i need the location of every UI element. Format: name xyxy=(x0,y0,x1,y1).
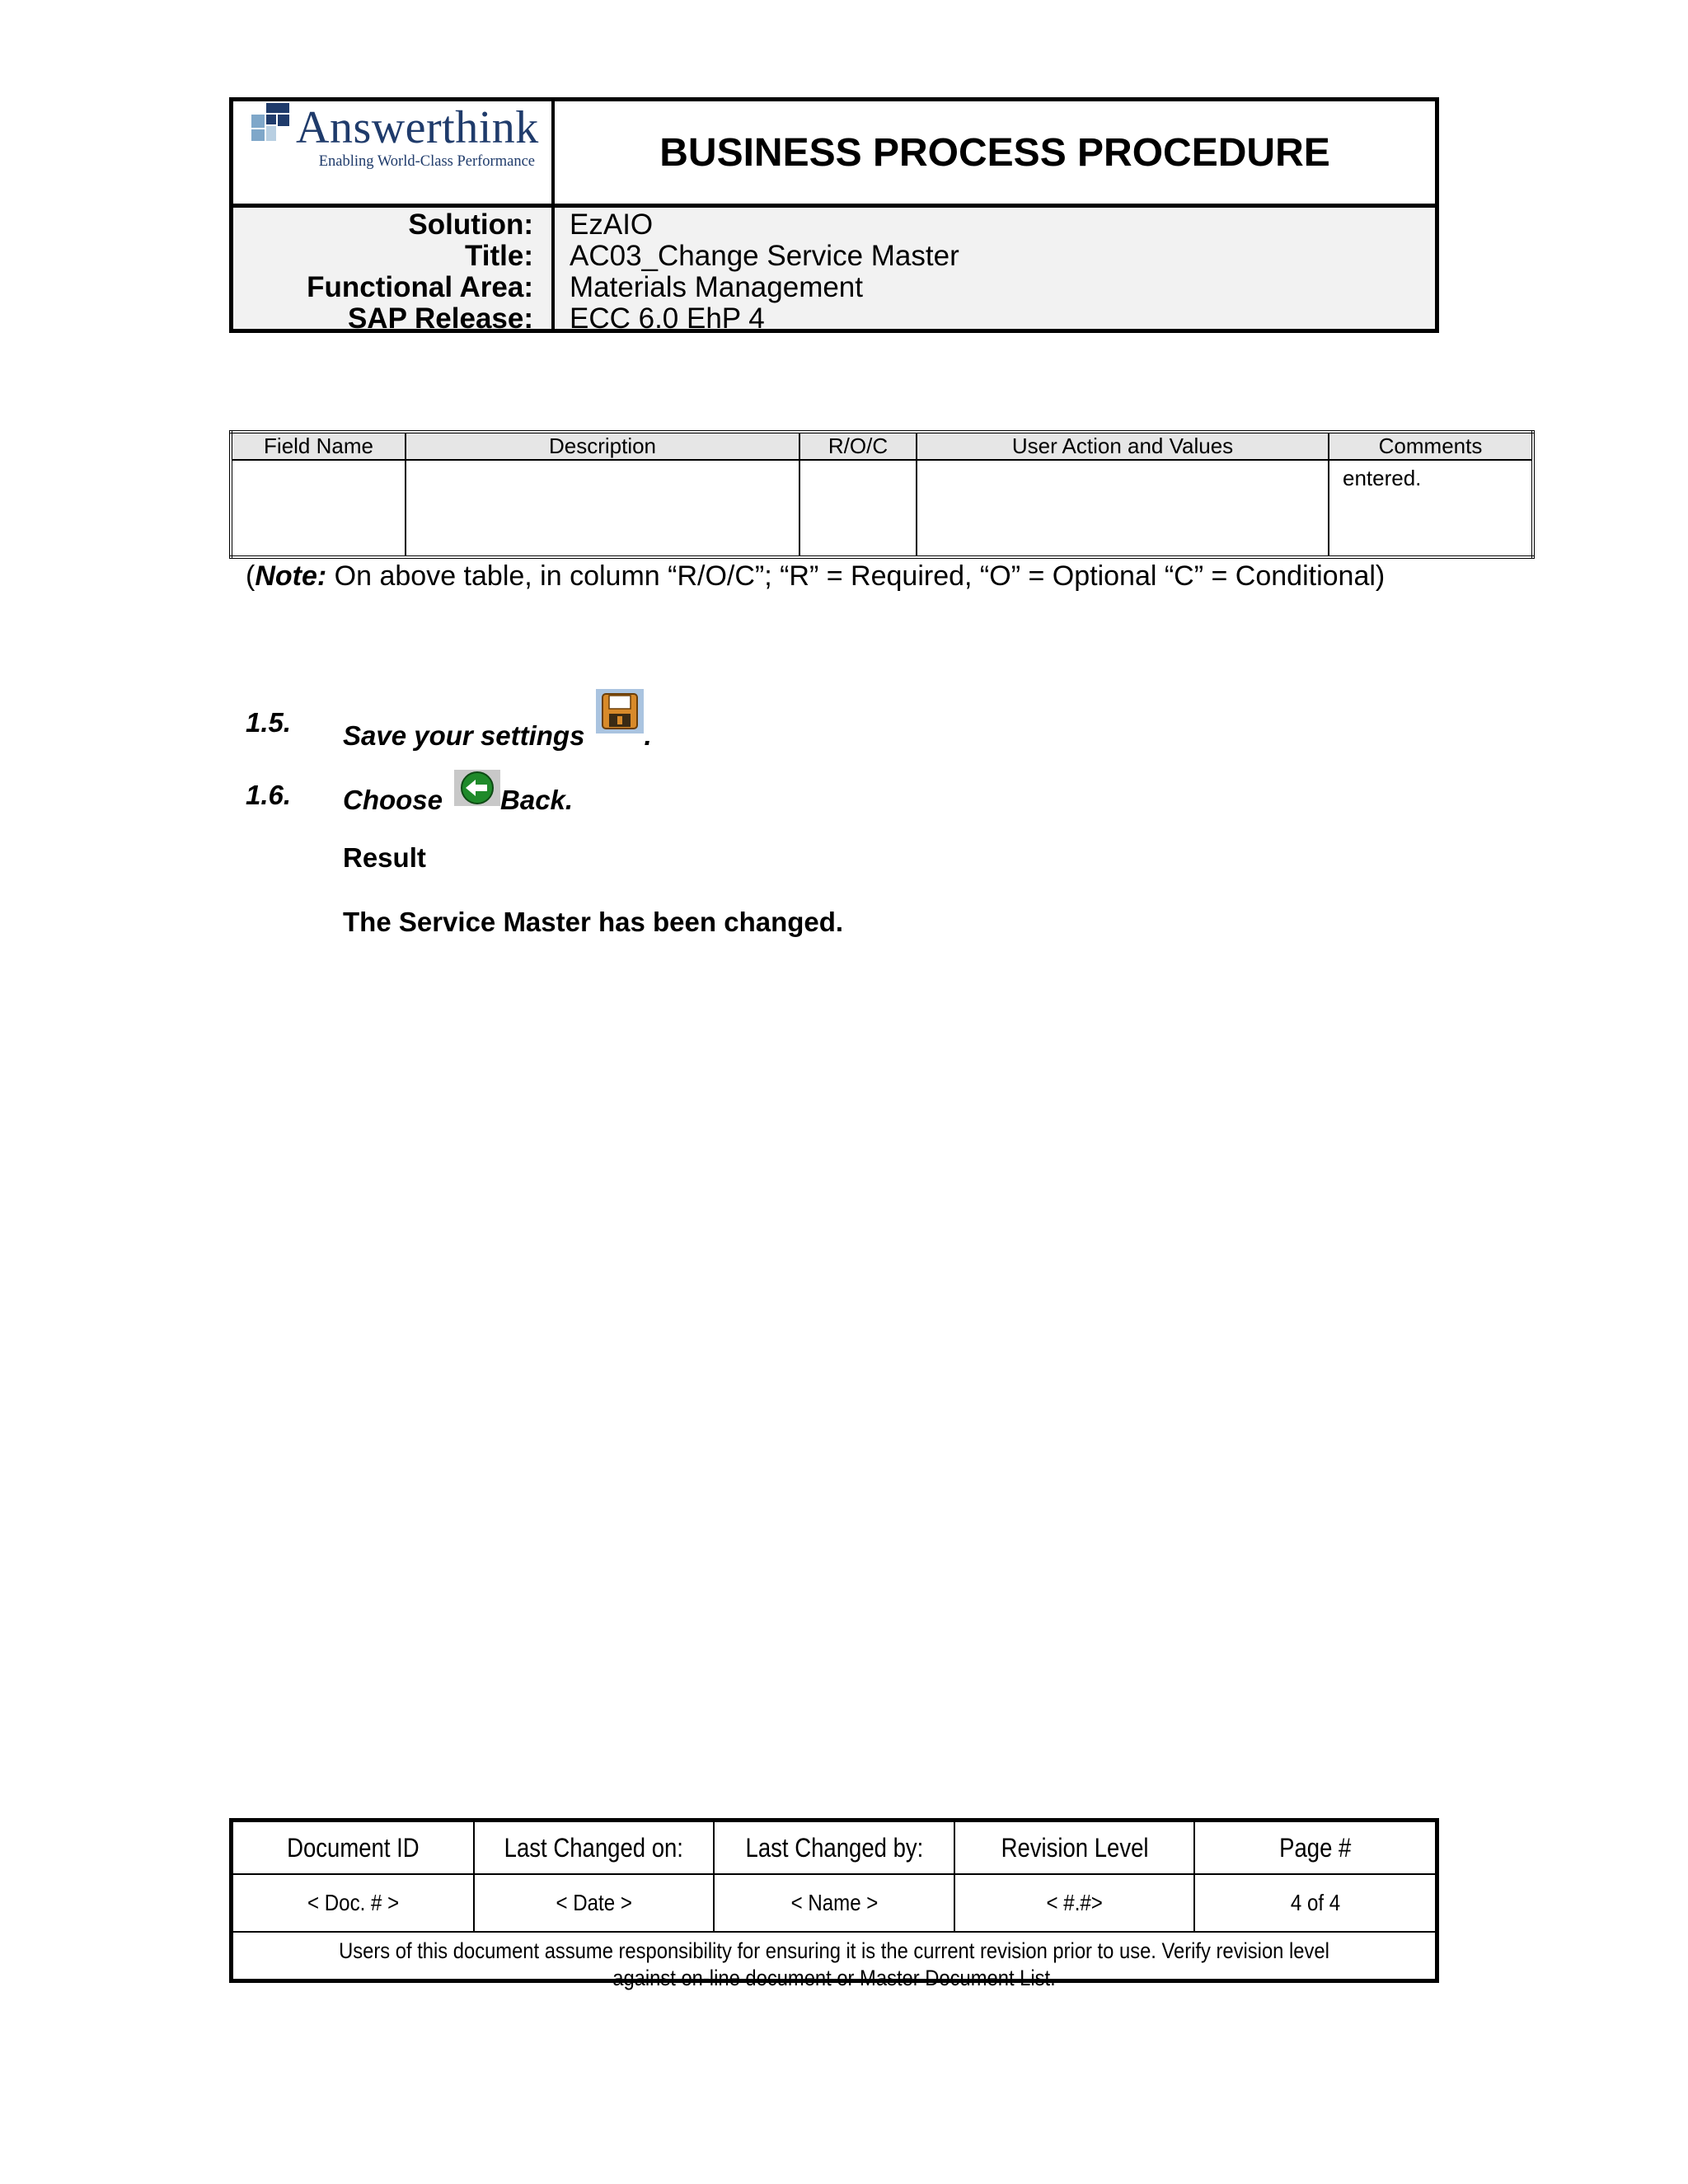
table-cell xyxy=(799,460,917,557)
table-row xyxy=(231,460,1533,557)
result-text: The Service Master has been changed. xyxy=(343,907,844,937)
footer-header-label: Page # xyxy=(1279,1832,1352,1863)
table-cell xyxy=(917,460,1329,557)
save-icon[interactable] xyxy=(596,689,644,733)
meta-value-title: AC03_Change Service Master xyxy=(570,240,959,272)
footer-value-last-changed-by xyxy=(714,1874,954,1932)
footer-header-document-id xyxy=(233,1822,474,1874)
step-number: 1.6. xyxy=(246,780,292,810)
meta-label-sap-release: SAP Release: xyxy=(347,302,533,335)
column-header-field-name: Field Name xyxy=(231,432,406,460)
field-table-header-row xyxy=(231,432,1533,460)
document-footer xyxy=(229,1818,1439,1990)
footer-value: < #.#> xyxy=(1046,1890,1103,1915)
step-text xyxy=(343,780,573,816)
document-header xyxy=(229,97,1439,333)
footer-value: < Doc. # > xyxy=(307,1890,399,1915)
column-header-roc: R/O/C xyxy=(799,432,917,460)
column-header-comments: Comments xyxy=(1329,432,1533,460)
meta-label-title: Title: xyxy=(465,240,533,272)
footer-header-row xyxy=(233,1822,1435,1874)
column-header-user-action: User Action and Values xyxy=(917,432,1329,460)
meta-labels xyxy=(233,208,555,335)
footer-header-label: Last Changed on: xyxy=(504,1832,684,1863)
meta-value-functional-area: Materials Management xyxy=(570,271,863,303)
footer-value-row xyxy=(233,1874,1435,1932)
footer-header-label: Document ID xyxy=(286,1832,420,1863)
footer-table xyxy=(233,1822,1435,1933)
step-text-before: Save your settings xyxy=(343,720,585,751)
table-cell xyxy=(406,460,799,557)
footer-disclaimer xyxy=(233,1933,1435,1992)
logo-tagline: Enabling World-Class Performance xyxy=(318,153,535,170)
step-text-after: Back. xyxy=(500,785,574,815)
logo-wordmark: Answerthink xyxy=(296,102,539,153)
footer-value: < Date > xyxy=(556,1890,632,1915)
step-text xyxy=(343,707,652,752)
footer-value-page-number xyxy=(1194,1874,1435,1932)
footer-value: < Name > xyxy=(790,1890,878,1915)
footer-header-label: Last Changed by: xyxy=(745,1832,923,1863)
footer-value-revision-level xyxy=(954,1874,1195,1932)
note-label: Note: xyxy=(255,560,327,592)
footer-header-revision-level xyxy=(954,1822,1195,1874)
footer-header-last-changed-by xyxy=(714,1822,954,1874)
footer-header-page-number xyxy=(1194,1822,1435,1874)
step-text-before: Choose xyxy=(343,785,443,815)
table-cell xyxy=(231,460,406,557)
meta-value-solution: EzAIO xyxy=(570,209,654,241)
logo-mark-icon xyxy=(251,103,291,143)
footer-value: 4 of 4 xyxy=(1290,1890,1340,1915)
roc-note xyxy=(246,560,1385,593)
step-text-after: . xyxy=(644,720,652,751)
meta-values xyxy=(555,208,1435,335)
footer-value-document-id xyxy=(233,1874,474,1932)
meta-value-sap-release: ECC 6.0 EhP 4 xyxy=(570,302,765,335)
note-open-paren: ( xyxy=(246,560,256,592)
meta-label-functional-area: Functional Area: xyxy=(307,271,533,303)
footer-value-last-changed-on xyxy=(474,1874,715,1932)
page-title: BUSINESS PROCESS PROCEDURE xyxy=(555,101,1435,208)
back-icon[interactable] xyxy=(454,770,500,806)
table-cell: entered. xyxy=(1329,460,1533,557)
column-header-description: Description xyxy=(406,432,799,460)
result-heading: Result xyxy=(343,842,426,873)
footer-header-label: Revision Level xyxy=(1001,1832,1149,1863)
company-logo xyxy=(233,101,555,208)
meta-label-solution: Solution: xyxy=(408,209,533,241)
step-number: 1.5. xyxy=(246,707,292,738)
note-text: On above table, in column “R/O/C”; “R” = Required, “O” = Optional “C” = Conditional) xyxy=(326,560,1386,592)
field-table xyxy=(229,430,1535,559)
footer-header-last-changed-on xyxy=(474,1822,715,1874)
footer-disclaimer-text: Users of this document assume responsibility for ensuring it is the current revision prior to use. Verify revision level against on-line document or Master Document List. xyxy=(339,1938,1329,1990)
